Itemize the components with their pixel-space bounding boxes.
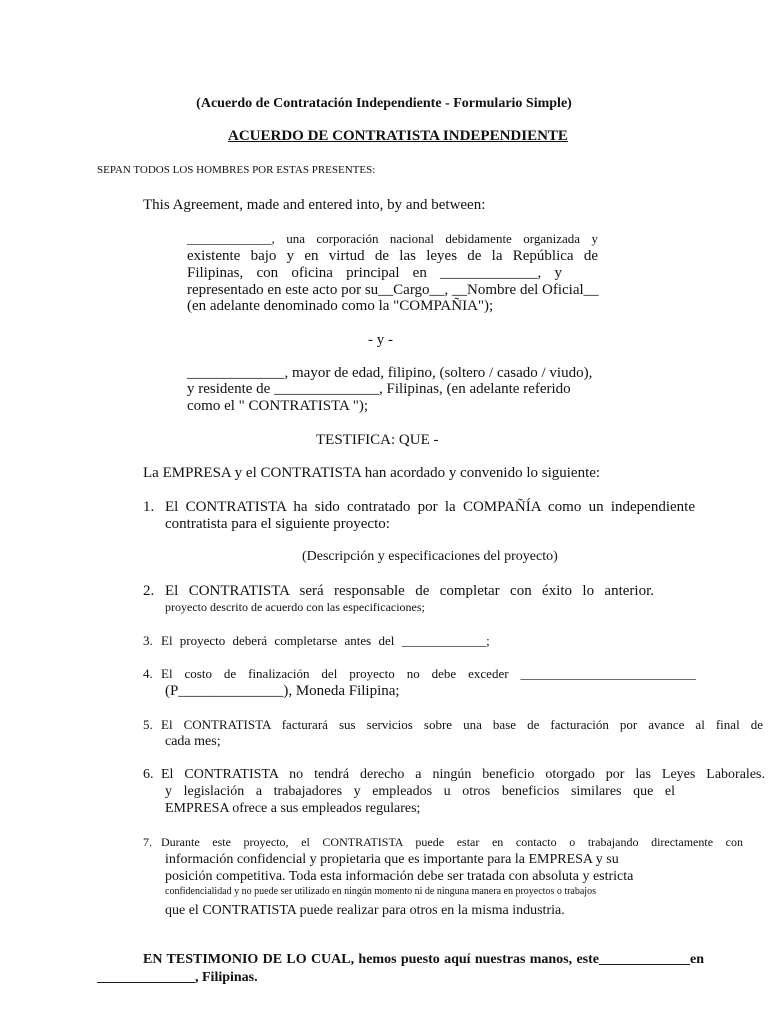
company-line: representado en este acto por su__Cargo__, __Nombre del Oficial__: [187, 282, 599, 298]
clause-text: EMPRESA ofrece a sus empleados regulares;: [165, 801, 421, 816]
project-description-placeholder: (Descripción y especificaciones del proyecto): [302, 549, 558, 564]
company-line: existente bajo y en virtud de las leyes de la República de: [187, 248, 598, 264]
clause-text: y legislación a trabajadores y empleados u otros beneficios similares que el: [165, 784, 675, 799]
closing-line: EN TESTIMONIO DE LO CUAL, hemos puesto aquí nuestras manos, este_____________en: [143, 952, 704, 967]
clause-text: cada mes;: [165, 734, 221, 749]
clause-text: información confidencial y propietaria que es importante para la EMPRESA y su: [165, 852, 619, 867]
clause-text: proyecto descrito de acuerdo con las especificaciones;: [165, 600, 425, 614]
clause-text: El proyecto deberá completarse antes del _____________;: [161, 633, 490, 648]
clause-number: 2.: [143, 583, 155, 599]
closing-line: ______________, Filipinas.: [97, 970, 258, 985]
company-line: _____________, una corporación nacional debidamente organizada y: [187, 231, 598, 246]
agreed-paragraph: La EMPRESA y el CONTRATISTA han acordado y convenido lo siguiente:: [143, 465, 601, 481]
clause-text: El costo de finalización del proyecto no debe exceder ___________________________: [161, 666, 696, 681]
clause-text: que el CONTRATISTA puede realizar para otros en la misma industria.: [165, 903, 565, 918]
clause-text: (P______________), Moneda Filipina;: [165, 683, 400, 699]
clause-text: El CONTRATISTA no tendrá derecho a ningún beneficio otorgado por las Leyes Laborales.: [161, 767, 765, 782]
contractor-line: _____________, mayor de edad, filipino, (soltero / casado / viudo),: [187, 365, 593, 381]
contractor-line: como el " CONTRATISTA ");: [187, 398, 369, 414]
clause-number: 5.: [143, 717, 153, 732]
document-subtitle: (Acuerdo de Contratación Independiente - Formulario Simple): [196, 96, 572, 111]
witnesseth-heading: TESTIFICA: QUE -: [316, 432, 439, 448]
clause-text: confidencialidad y no puede ser utilizado en ningún momento ni de ninguna manera en proyectos o trabajos: [165, 886, 596, 897]
clause-text: El CONTRATISTA será responsable de completar con éxito lo anterior.: [165, 583, 654, 599]
clause-number: 3.: [143, 633, 153, 648]
clause-text: El CONTRATISTA ha sido contratado por la COMPAÑÍA como un independiente: [165, 499, 695, 515]
clause-text: posición competitiva. Toda esta información debe ser tratada con absoluta y estricta: [165, 869, 634, 884]
clause-text: El CONTRATISTA facturará sus servicios sobre una base de facturación por avance al final de: [161, 717, 763, 732]
clause-text: Durante este proyecto, el CONTRATISTA puede estar en contacto o trabajando directamente con: [161, 835, 743, 849]
document-title: ACUERDO DE CONTRATISTA INDEPENDIENTE: [228, 128, 568, 144]
clause-number: 6.: [143, 767, 154, 782]
company-line: (en adelante denominado como la "COMPAÑIA");: [187, 298, 494, 314]
clause-number: 4.: [143, 666, 153, 681]
know-all-heading: SEPAN TODOS LOS HOMBRES POR ESTAS PRESENTES:: [97, 164, 376, 176]
separator-y: - y -: [368, 332, 393, 348]
clause-number: 1.: [143, 499, 155, 515]
company-line: Filipinas, con oficina principal en _____________, y: [187, 265, 562, 281]
clause-number: 7.: [143, 835, 152, 849]
clause-text: contratista para el siguiente proyecto:: [165, 516, 390, 532]
contractor-line: y residente de ______________, Filipinas, (en adelante referido: [187, 381, 571, 397]
intro-paragraph: This Agreement, made and entered into, by and between:: [143, 197, 486, 213]
